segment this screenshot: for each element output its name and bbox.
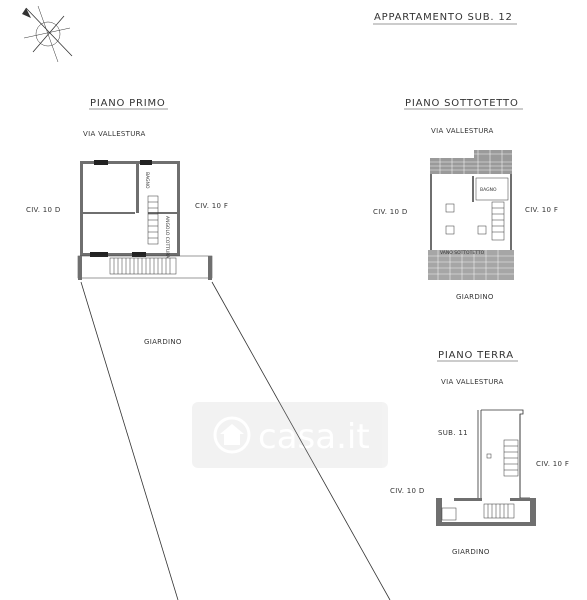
piano-primo-civ-left: CIV. 10 D bbox=[26, 206, 61, 214]
piano-sottotetto-title: PIANO SOTTOTETTO bbox=[405, 98, 519, 109]
watermark-text: casa.it bbox=[258, 417, 370, 457]
sottotetto-bottom-strip-label: VANO SOTTOTETTO bbox=[440, 251, 485, 256]
piano-sottotetto-street: VIA VALLESTURA bbox=[431, 127, 494, 135]
piano-sottotetto-section bbox=[373, 98, 558, 301]
piano-terra-walls bbox=[436, 410, 536, 526]
piano-primo-civ-right: CIV. 10 F bbox=[195, 202, 229, 210]
piano-sottotetto-civ-left: CIV. 10 D bbox=[373, 208, 408, 216]
piano-primo-garden-label: GIARDINO bbox=[144, 338, 182, 346]
piano-sottotetto-civ-right: CIV. 10 F bbox=[525, 206, 559, 214]
piano-primo-stair bbox=[148, 196, 158, 244]
sottotetto-bagno-label: BAGNO bbox=[480, 188, 497, 193]
piano-terra-civ-left: CIV. 10 D bbox=[390, 487, 425, 495]
piano-terra-street: VIA VALLESTURA bbox=[441, 378, 504, 386]
piano-primo-bagno-label: BAGNO bbox=[144, 172, 149, 189]
piano-terra-title: PIANO TERRA bbox=[438, 350, 514, 361]
piano-primo-terrace bbox=[78, 256, 212, 280]
piano-terra-sub-label: SUB. 11 bbox=[438, 429, 468, 437]
watermark bbox=[192, 402, 388, 468]
piano-primo-title: PIANO PRIMO bbox=[90, 98, 166, 109]
piano-primo-angolo-label: ANGOLO COTTURA bbox=[164, 216, 169, 259]
compass-rose-icon bbox=[22, 6, 72, 62]
piano-terra-section bbox=[390, 350, 569, 556]
piano-sottotetto-garden-label: GIARDINO bbox=[456, 293, 494, 301]
piano-primo-section bbox=[26, 98, 390, 600]
piano-terra-stairs bbox=[484, 440, 518, 518]
sottotetto-stair bbox=[492, 202, 504, 240]
piano-terra-civ-right: CIV. 10 F bbox=[536, 460, 570, 468]
piano-terra-garden-label: GIARDINO bbox=[452, 548, 490, 556]
sottotetto-roof-band bbox=[430, 150, 512, 174]
sottotetto-walls bbox=[430, 174, 512, 250]
piano-primo-street: VIA VALLESTURA bbox=[83, 130, 146, 138]
sheet-title: APPARTAMENTO SUB. 12 bbox=[374, 12, 513, 23]
